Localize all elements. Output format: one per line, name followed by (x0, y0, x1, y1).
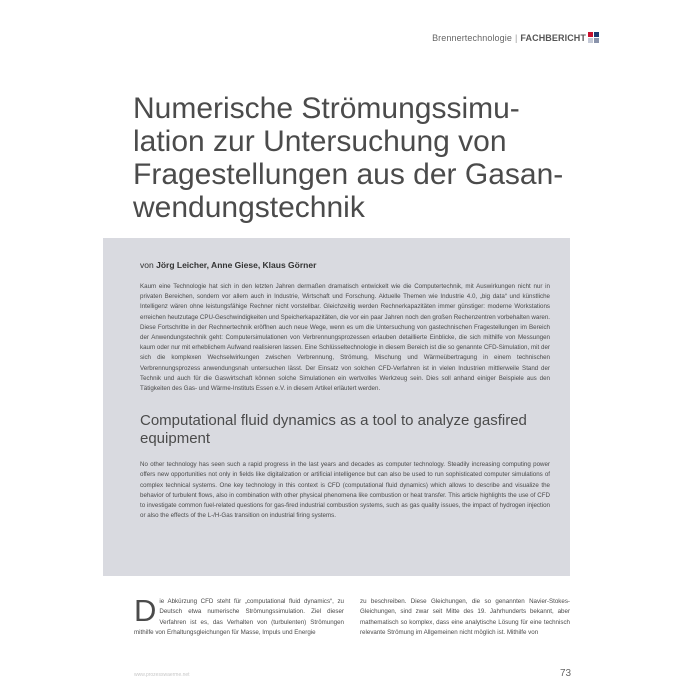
body-column-1-text: ie Abkürzung CFD steht für „computational fluid dynamics“, zu Deutsch etwa numerische Strömungssimulation. Ziel dieser Verfahren ist es, das Verhalten von (turbulenten) Strömungen mithilfe von Erhaltungsgleichungen für Masse, Impuls und Energie (134, 598, 344, 636)
body-column-1 (134, 593, 344, 638)
logo-square-red (588, 32, 593, 37)
article-title: Numerische Strömungssimulation zur Untersuchung von Fragestellungen aus der Gasanwendungstechnik (133, 92, 564, 224)
english-abstract: No other technology has seen such a rapid progress in the last years and decades as computer technology. Steadily increasing computing power offers new opportunities not only in fields like digitalization or artificial intelligence but can also be used to run sophisticated computer simulations of complex technical systems. One key technology in this context is CFD (computational fluid dynamics) which allows to describe and visualize the behavior of turbulent flows, also in combination with other physical phenomena like combustion or heat transfer. This article highlights the use of CFD to investigate common fuel-related questions for gas-fired industrial combustion systems, such as gas quality issues, the impact of hydrogen injection or also the effects of the L-/H-Gas transition on industrial firing systems. (140, 461, 550, 520)
logo-square-blue (594, 32, 599, 37)
author-names: Jörg Leicher, Anne Giese, Klaus Görner (156, 260, 317, 270)
body-columns (134, 593, 570, 638)
german-abstract: Kaum eine Technologie hat sich in den letzten Jahren dermaßen dramatisch entwickelt wie die Computertechnik, mit Auswirkungen nicht nur in privaten Bereichen, sondern vor allem auch in Industrie, Wirtschaft und Forschung. Aktuelle Themen wie Industrie 4.0, „big data“ und künstliche Intelligenz wären ohne leistungsfähige Rechner nicht vorstellbar. Gleichzeitig werden Rechnerkapazitäten immer günstiger: moderne Workstations erreichen heutzutage CPU-Geschwindigkeiten und Speicherkapazitäten, die vor ein paar Jahren noch den großen Rechenzentren vorbehalten waren. Diese Fortschritte in der Rechnertechnik eröffnen auch neue Wege, wenn es um die Untersuchung von gastechnischen Fragestellungen im Bereich der Anwendungstechnik geht: Computersimulationen von Verbrennungsprozessen erlauben detaillierte Einblicke, die sich mithilfe von Messungen kaum oder nur mit erheblichem Aufwand realisieren lassen. Eine Schlüsseltechnologie in diesem Bereich ist die so genannte CFD-Simulation, mit der sich die komplexen Wechselwirkungen zwischen Verbrennung, Strömung, Mischung und Wärmeübertragung in einem technischen Verbrennungsprozess anwendungsnah untersuchen lässt. Der Einsatz von solchen CFD-Verfahren ist in vielen Industrien mittlerweile Stand der Technik und auch für die Gaswirtschaft können solche Simulationen ein wertvolles Werkzeug sein. Dies soll anhand einiger Beispiele aus den Tätigkeiten des Gas- und Wärme-Instituts Essen e.V. in diesem Artikel erläutert werden. (140, 283, 551, 393)
page-number: 73 (560, 668, 572, 679)
english-title: Computational fluid dynamics as a tool to analyze gasfired equipment (140, 412, 527, 448)
abstract-box (103, 238, 570, 576)
header-separator: | (514, 33, 518, 43)
body-column-2: zu beschreiben. Diese Gleichungen, die so genannten Navier-Stokes-Gleichungen, sind zwar seit Mitte des 19. Jahrhunderts bekannt, aber mathematisch so komplex, dass eine analytische Lösung für eine technisch relevante Strömung im Allgemeinen nicht möglich ist. Mithilfe von (360, 598, 570, 636)
drop-cap: D (134, 593, 157, 628)
logo-square-grey (594, 38, 599, 43)
logo-square-light (588, 38, 593, 43)
journal-logo-icon (588, 32, 600, 44)
footer-url[interactable]: www.prozesswaerme.net (134, 672, 190, 678)
authors-line (140, 260, 550, 270)
header-section: Brennertechnologie (432, 33, 512, 43)
authors-prefix: von (140, 260, 154, 270)
header-category: FACHBERICHT (520, 33, 586, 43)
running-header (432, 33, 586, 43)
